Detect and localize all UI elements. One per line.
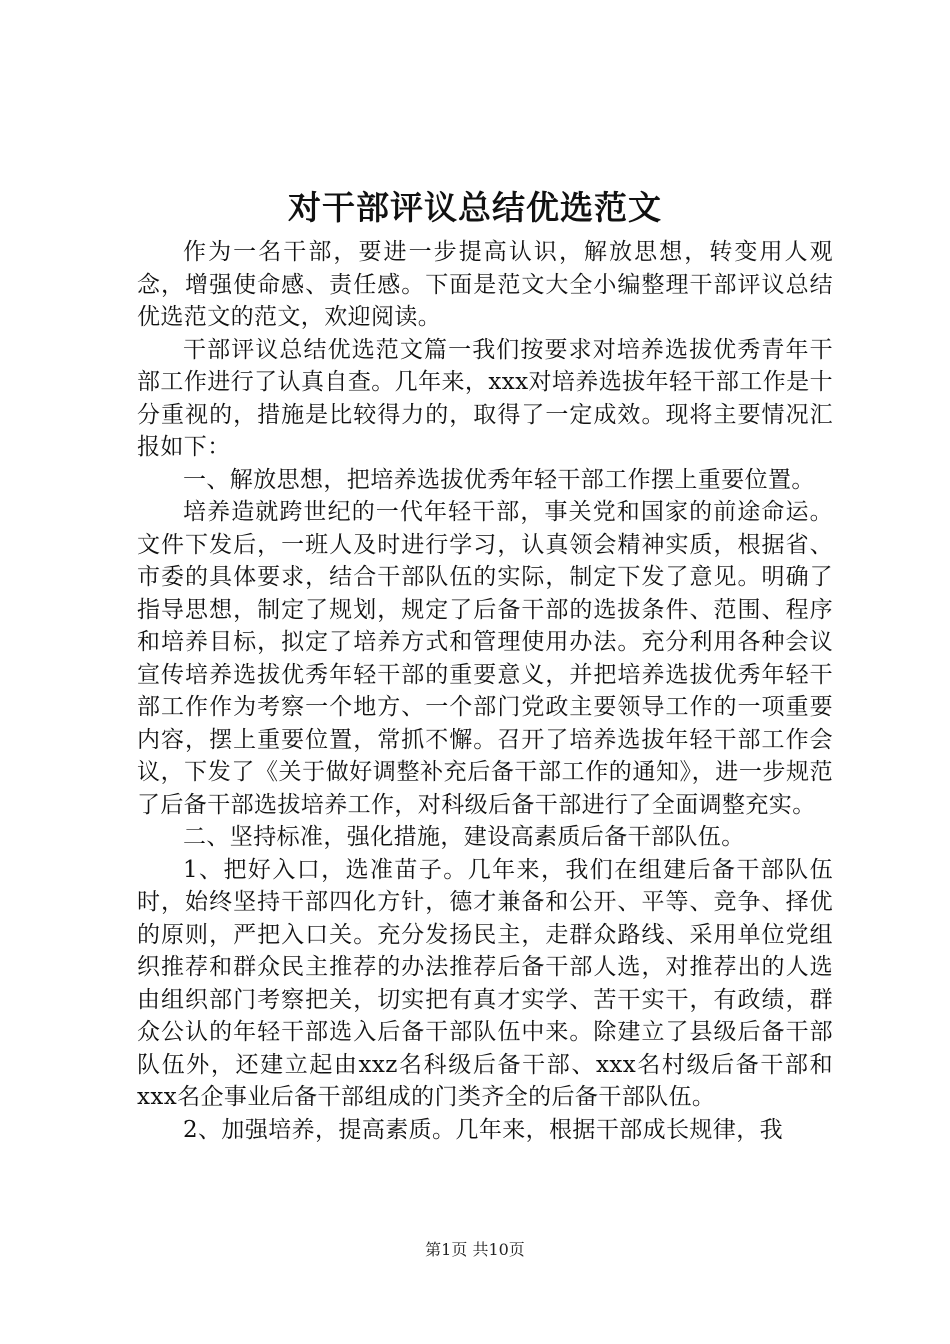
paragraph: 2、加强培养，提高素质。几年来，根据干部成长规律，我	[183, 1116, 784, 1143]
paragraph: 干部评议总结优选范文篇一我们按要求对培养选拔优秀青年干部工作进行了认真自查。几年来，xxx对培养选拔年轻干部工作是十分重视的，措施是比较得力的，取得了一定成效。现将主要情况汇报如下：	[137, 336, 833, 460]
page-footer: 第1页 共10页	[425, 1240, 525, 1259]
paragraph: 1、把好入口，选准苗子。几年来，我们在组建后备干部队伍时，始终坚持干部四化方针，德才兼备和公开、平等、竞争、择优的原则，严把入口关。充分发扬民主，走群众路线、采用单位党组织推荐和群众民主推荐的办法推荐后备干部人选，对推荐出的人选由组织部门考察把关，切实把有真才实学、苦干实干，有政绩，群众公认的年轻干部选入后备干部队伍中来。除建立了县级后备干部队伍外，还建立起由xxz名科级后备干部、xxx名村级后备干部和xxx名企事业后备干部组成的门类齐全的后备干部队伍。	[137, 856, 833, 1110]
document-title: 对干部评议总结优选范文	[288, 188, 662, 227]
paragraph: 作为一名干部，要进一步提高认识，解放思想，转变用人观念，增强使命感、责任感。下面是范文大全小编整理干部评议总结优选范文的范文，欢迎阅读。	[137, 239, 833, 330]
paragraph: 培养造就跨世纪的一代年轻干部，事关党和国家的前途命运。文件下发后，一班人及时进行学习，认真领会精神实质，根据省、市委的具体要求，结合干部队伍的实际，制定下发了意见。明确了指导思想，制定了规划，规定了后备干部的选拔条件、范围、程序和培养目标，拟定了培养方式和管理使用办法。充分利用各种会议宣传培养选拔优秀年轻干部的重要意义，并把培养选拔优秀年轻干部工作作为考察一个地方、一个部门党政主要领导工作的一项重要内容，摆上重要位置，常抓不懈。召开了培养选拔年轻干部工作会议，下发了《关于做好调整补充后备干部工作的通知》，进一步规范了后备干部选拔培养工作，对科级后备干部进行了全面调整充实。	[137, 499, 833, 818]
section-heading: 二、坚持标准，强化措施，建设高素质后备干部队伍。	[183, 824, 745, 850]
document-body	[137, 236, 833, 1146]
section-heading: 一、解放思想，把培养选拔优秀年轻干部工作摆上重要位置。	[183, 466, 815, 493]
